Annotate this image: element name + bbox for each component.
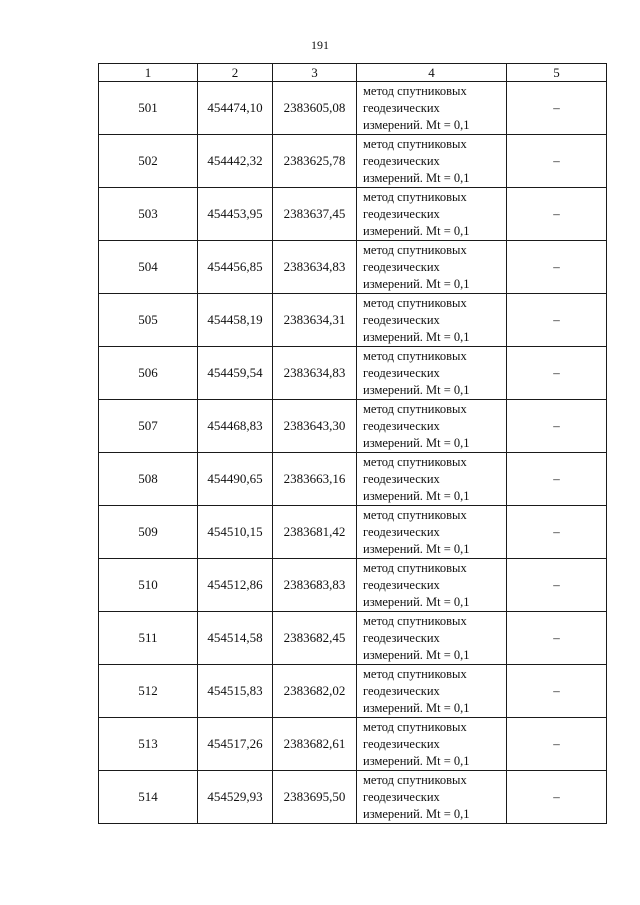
- method-description: [357, 559, 507, 612]
- note-cell: –: [507, 82, 607, 135]
- note-cell: –: [507, 241, 607, 294]
- note-cell: –: [507, 771, 607, 824]
- method-line-2: геодезических: [363, 418, 440, 433]
- coordinate-x: 454468,83: [198, 400, 273, 453]
- coordinate-y: 2383625,78: [273, 135, 357, 188]
- method-line-2: геодезических: [363, 789, 440, 804]
- method-description: [357, 612, 507, 665]
- method-description: [357, 665, 507, 718]
- method-line-3: измерений. Mt = 0,1: [363, 276, 470, 291]
- table-body: [99, 82, 607, 824]
- header-col-1: 1: [99, 64, 198, 82]
- table-row: [99, 294, 607, 347]
- point-number: 503: [99, 188, 198, 241]
- method-line-3: измерений. Mt = 0,1: [363, 170, 470, 185]
- method-line-1: метод спутниковых: [363, 772, 467, 787]
- table-row: [99, 612, 607, 665]
- method-line-1: метод спутниковых: [363, 719, 467, 734]
- method-line-3: измерений. Mt = 0,1: [363, 541, 470, 556]
- page-number: 191: [311, 38, 329, 52]
- table-row: [99, 771, 607, 824]
- point-number: 509: [99, 506, 198, 559]
- method-description: [357, 294, 507, 347]
- coordinate-x: 454529,93: [198, 771, 273, 824]
- point-number: 511: [99, 612, 198, 665]
- method-line-1: метод спутниковых: [363, 136, 467, 151]
- coordinate-x: 454512,86: [198, 559, 273, 612]
- coordinate-x: 454515,83: [198, 665, 273, 718]
- note-cell: –: [507, 453, 607, 506]
- coordinate-y: 2383643,30: [273, 400, 357, 453]
- table-row: [99, 347, 607, 400]
- table-row: [99, 718, 607, 771]
- note-cell: –: [507, 400, 607, 453]
- method-description: [357, 771, 507, 824]
- note-cell: –: [507, 347, 607, 400]
- method-line-1: метод спутниковых: [363, 454, 467, 469]
- coordinate-y: 2383682,02: [273, 665, 357, 718]
- point-number: 507: [99, 400, 198, 453]
- table-row: [99, 400, 607, 453]
- header-row: [99, 64, 607, 82]
- method-description: [357, 453, 507, 506]
- method-line-2: геодезических: [363, 365, 440, 380]
- method-description: [357, 347, 507, 400]
- method-line-1: метод спутниковых: [363, 83, 467, 98]
- method-line-1: метод спутниковых: [363, 613, 467, 628]
- coordinate-y: 2383634,83: [273, 241, 357, 294]
- method-line-2: геодезических: [363, 100, 440, 115]
- method-line-3: измерений. Mt = 0,1: [363, 753, 470, 768]
- method-line-1: метод спутниковых: [363, 401, 467, 416]
- coordinate-x: 454456,85: [198, 241, 273, 294]
- point-number: 501: [99, 82, 198, 135]
- coordinate-x: 454517,26: [198, 718, 273, 771]
- note-cell: –: [507, 135, 607, 188]
- method-line-2: геодезических: [363, 206, 440, 221]
- coordinate-x: 454458,19: [198, 294, 273, 347]
- coordinate-y: 2383681,42: [273, 506, 357, 559]
- method-line-1: метод спутниковых: [363, 560, 467, 575]
- method-line-1: метод спутниковых: [363, 242, 467, 257]
- method-description: [357, 506, 507, 559]
- header-col-3: 3: [273, 64, 357, 82]
- table-row: [99, 665, 607, 718]
- point-number: 505: [99, 294, 198, 347]
- coordinate-y: 2383695,50: [273, 771, 357, 824]
- coordinate-x: 454514,58: [198, 612, 273, 665]
- point-number: 504: [99, 241, 198, 294]
- note-cell: –: [507, 612, 607, 665]
- table-header: [99, 64, 607, 82]
- point-number: 508: [99, 453, 198, 506]
- table-row: [99, 506, 607, 559]
- coordinate-y: 2383682,61: [273, 718, 357, 771]
- coordinate-y: 2383663,16: [273, 453, 357, 506]
- coordinate-x: 454459,54: [198, 347, 273, 400]
- point-number: 502: [99, 135, 198, 188]
- method-line-2: геодезических: [363, 736, 440, 751]
- method-line-1: метод спутниковых: [363, 295, 467, 310]
- method-line-3: измерений. Mt = 0,1: [363, 223, 470, 238]
- method-description: [357, 241, 507, 294]
- coordinate-x: 454474,10: [198, 82, 273, 135]
- point-number: 512: [99, 665, 198, 718]
- method-line-2: геодезических: [363, 577, 440, 592]
- note-cell: –: [507, 188, 607, 241]
- method-line-3: измерений. Mt = 0,1: [363, 647, 470, 662]
- note-cell: –: [507, 294, 607, 347]
- method-line-3: измерений. Mt = 0,1: [363, 594, 470, 609]
- note-cell: –: [507, 665, 607, 718]
- point-number: 506: [99, 347, 198, 400]
- table-row: [99, 559, 607, 612]
- method-line-2: геодезических: [363, 259, 440, 274]
- note-cell: –: [507, 559, 607, 612]
- method-line-1: метод спутниковых: [363, 666, 467, 681]
- method-line-2: геодезических: [363, 683, 440, 698]
- coordinate-y: 2383683,83: [273, 559, 357, 612]
- coordinate-x: 454442,32: [198, 135, 273, 188]
- method-line-2: геодезических: [363, 630, 440, 645]
- coordinate-x: 454490,65: [198, 453, 273, 506]
- method-line-3: измерений. Mt = 0,1: [363, 488, 470, 503]
- coordinate-y: 2383637,45: [273, 188, 357, 241]
- method-line-2: геодезических: [363, 312, 440, 327]
- method-line-2: геодезических: [363, 471, 440, 486]
- point-number: 510: [99, 559, 198, 612]
- method-line-3: измерений. Mt = 0,1: [363, 117, 470, 132]
- coordinate-x: 454453,95: [198, 188, 273, 241]
- method-description: [357, 718, 507, 771]
- header-col-4: 4: [357, 64, 507, 82]
- table-row: [99, 188, 607, 241]
- coordinate-y: 2383634,83: [273, 347, 357, 400]
- method-line-3: измерений. Mt = 0,1: [363, 700, 470, 715]
- coordinates-table: [98, 63, 607, 824]
- method-line-1: метод спутниковых: [363, 348, 467, 363]
- note-cell: –: [507, 718, 607, 771]
- coordinate-y: 2383634,31: [273, 294, 357, 347]
- header-col-5: 5: [507, 64, 607, 82]
- table-row: [99, 241, 607, 294]
- coordinate-y: 2383605,08: [273, 82, 357, 135]
- method-line-3: измерений. Mt = 0,1: [363, 806, 470, 821]
- method-line-1: метод спутниковых: [363, 507, 467, 522]
- method-line-1: метод спутниковых: [363, 189, 467, 204]
- header-col-2: 2: [198, 64, 273, 82]
- method-line-3: измерений. Mt = 0,1: [363, 382, 470, 397]
- table-row: [99, 82, 607, 135]
- method-line-3: измерений. Mt = 0,1: [363, 329, 470, 344]
- method-line-2: геодезических: [363, 153, 440, 168]
- method-description: [357, 135, 507, 188]
- method-description: [357, 82, 507, 135]
- method-line-2: геодезических: [363, 524, 440, 539]
- method-description: [357, 188, 507, 241]
- table-row: [99, 135, 607, 188]
- table-row: [99, 453, 607, 506]
- note-cell: –: [507, 506, 607, 559]
- point-number: 514: [99, 771, 198, 824]
- coordinate-y: 2383682,45: [273, 612, 357, 665]
- point-number: 513: [99, 718, 198, 771]
- method-line-3: измерений. Mt = 0,1: [363, 435, 470, 450]
- coordinate-x: 454510,15: [198, 506, 273, 559]
- method-description: [357, 400, 507, 453]
